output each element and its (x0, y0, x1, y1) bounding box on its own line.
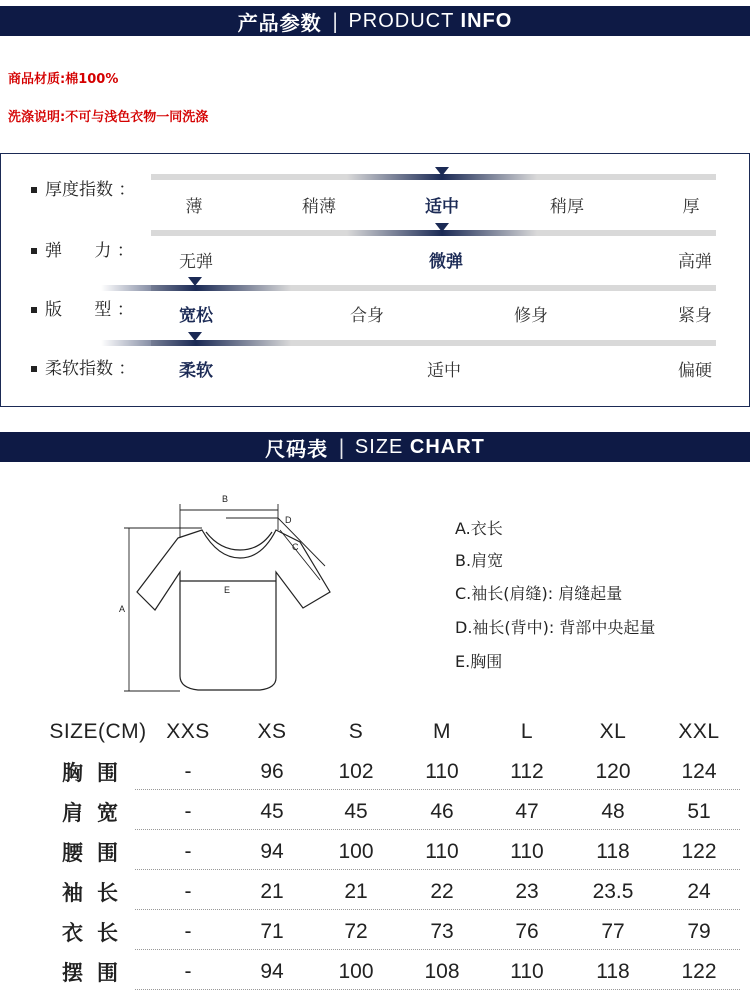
row-label: 摆围 (62, 961, 132, 985)
table-body (40, 752, 740, 992)
table-row (40, 792, 740, 832)
bullet-icon (31, 366, 37, 372)
table-header-row (40, 712, 740, 752)
option-tight: 紧身 (678, 306, 712, 326)
table-cell: 110 (510, 960, 544, 983)
attr-label-text: 版 型 ： (45, 300, 134, 320)
attribute-panel (0, 153, 750, 407)
dotted-divider (135, 869, 740, 870)
table-row (40, 872, 740, 912)
legend-item: D.袖长(背中): 背部中央起量 (455, 618, 656, 637)
option-slightly-thick: 稍厚 (550, 197, 584, 217)
row-label: 腰围 (62, 841, 132, 865)
banner-title-en-bold: INFO (460, 9, 513, 32)
row-label: 衣长 (62, 921, 132, 945)
legend-item: B.肩宽 (455, 551, 504, 570)
legend-item: E.胸围 (455, 652, 503, 671)
table-cell: - (184, 840, 192, 863)
option-thin: 薄 (185, 197, 203, 217)
option-medium: 适中 (427, 361, 461, 381)
table-cell: 122 (681, 960, 717, 983)
table-cell: - (184, 800, 192, 823)
option-stiff: 偏硬 (678, 361, 712, 381)
option-thick: 厚 (682, 197, 700, 217)
table-cell: - (184, 920, 192, 943)
row-label: 袖长 (62, 881, 132, 905)
attr-label-fit (31, 295, 134, 320)
bullet-icon (31, 307, 37, 313)
dotted-divider (135, 829, 740, 830)
header-xxs: XXS (166, 720, 210, 743)
table-cell: 102 (338, 760, 374, 783)
selected-marker-icon (435, 167, 449, 176)
table-cell: - (184, 760, 192, 783)
table-cell: 108 (424, 960, 460, 983)
table-row (40, 752, 740, 792)
table-cell: 94 (260, 960, 284, 983)
banner-separator: | (331, 9, 339, 33)
tshirt-measurement-diagram-icon (110, 488, 350, 703)
option-loose-selected: 宽松 (179, 306, 213, 326)
option-medium-selected: 适中 (425, 197, 459, 217)
dotted-divider (135, 989, 740, 990)
option-regular: 合身 (350, 306, 384, 326)
size-table (40, 712, 740, 992)
attr-label-thickness (31, 175, 135, 200)
table-cell: 51 (687, 800, 711, 823)
option-slim: 修身 (514, 306, 548, 326)
banner-separator: | (338, 435, 345, 459)
table-cell: 21 (260, 880, 284, 903)
option-no-stretch: 无弹 (179, 252, 213, 272)
header-l: L (520, 720, 534, 743)
wash-instructions-text: 洗涤说明:不可与浅色衣物一同洗涤 (8, 110, 209, 125)
banner-title-en-bold: CHART (409, 435, 485, 458)
table-cell: 110 (425, 760, 459, 783)
table-cell: 24 (687, 880, 711, 903)
banner-title-en (355, 436, 485, 459)
banner-title-cn: 尺码表 (265, 436, 329, 461)
table-cell: 118 (596, 840, 630, 863)
table-cell: 110 (425, 840, 459, 863)
header-xl: XL (599, 720, 627, 743)
scale-bar-softness (151, 340, 716, 346)
bullet-icon (31, 248, 37, 254)
attr-label-text: 厚度指数 ： (45, 180, 136, 200)
header-xxl: XXL (678, 720, 720, 743)
table-cell: 96 (260, 760, 284, 783)
banner-title-en (348, 10, 512, 33)
table-cell: 79 (687, 920, 711, 943)
selected-marker-icon (435, 223, 449, 232)
option-slightly-thin: 稍薄 (302, 197, 336, 217)
table-cell: 23.5 (592, 880, 634, 903)
table-cell: - (184, 880, 192, 903)
option-slight-stretch-selected: 微弹 (429, 252, 463, 272)
table-cell: 76 (515, 920, 539, 943)
row-label: 肩宽 (62, 801, 132, 825)
table-cell: 124 (681, 760, 717, 783)
size-chart-banner (0, 432, 750, 462)
header-m: M (433, 720, 451, 743)
diagram-label-e: E (224, 585, 231, 595)
row-label: 胸围 (62, 761, 132, 785)
table-cell: 72 (344, 920, 368, 943)
diagram-label-a: A (119, 604, 126, 614)
diagram-label-c: C (292, 542, 299, 552)
attr-label-text: 弹 力 ： (45, 241, 134, 261)
table-cell: 100 (338, 840, 374, 863)
scale-bar-elasticity (151, 230, 716, 236)
dotted-divider (135, 909, 740, 910)
table-cell: 23 (515, 880, 539, 903)
table-row (40, 832, 740, 872)
table-cell: 45 (344, 800, 368, 823)
table-cell: 48 (601, 800, 625, 823)
table-cell: 100 (338, 960, 374, 983)
table-cell: 94 (260, 840, 284, 863)
table-cell: 118 (596, 960, 630, 983)
header-xs: XS (257, 720, 287, 743)
material-text: 商品材质:棉100% (8, 72, 119, 87)
table-cell: 46 (430, 800, 454, 823)
banner-title-en-light: PRODUCT (348, 9, 461, 32)
table-cell: 73 (430, 920, 454, 943)
table-cell: 45 (260, 800, 284, 823)
option-high-stretch: 高弹 (678, 252, 712, 272)
attr-label-softness (31, 354, 135, 379)
banner-title-en-light: SIZE (354, 435, 410, 458)
table-cell: 110 (510, 840, 544, 863)
table-cell: 21 (344, 880, 368, 903)
tshirt-outline (137, 530, 330, 690)
attr-label-elasticity (31, 236, 134, 261)
diagram-label-d: D (285, 515, 292, 525)
table-cell: 71 (260, 920, 284, 943)
bullet-icon (31, 187, 37, 193)
selected-marker-icon (188, 277, 202, 286)
table-row (40, 952, 740, 992)
option-soft-selected: 柔软 (179, 361, 213, 381)
table-cell: 122 (681, 840, 717, 863)
scale-bar-thickness (151, 174, 716, 180)
dotted-divider (135, 949, 740, 950)
dotted-divider (135, 789, 740, 790)
legend-item: A.衣长 (455, 519, 503, 538)
product-info-banner (0, 6, 750, 36)
table-row (40, 912, 740, 952)
table-cell: 112 (510, 760, 544, 783)
table-cell: 47 (515, 800, 539, 823)
header-size-cm: SIZE(CM) (49, 720, 147, 743)
table-cell: 77 (601, 920, 625, 943)
table-cell: - (184, 960, 192, 983)
diagram-label-b: B (222, 494, 229, 504)
legend-item: C.袖长(肩缝): 肩缝起量 (455, 584, 623, 603)
table-cell: 22 (430, 880, 454, 903)
scale-bar-fit (151, 285, 716, 291)
attr-label-text: 柔软指数 ： (45, 359, 136, 379)
table-cell: 120 (595, 760, 631, 783)
header-s: S (348, 720, 364, 743)
banner-title-cn: 产品参数 (237, 10, 322, 35)
selected-marker-icon (188, 332, 202, 341)
